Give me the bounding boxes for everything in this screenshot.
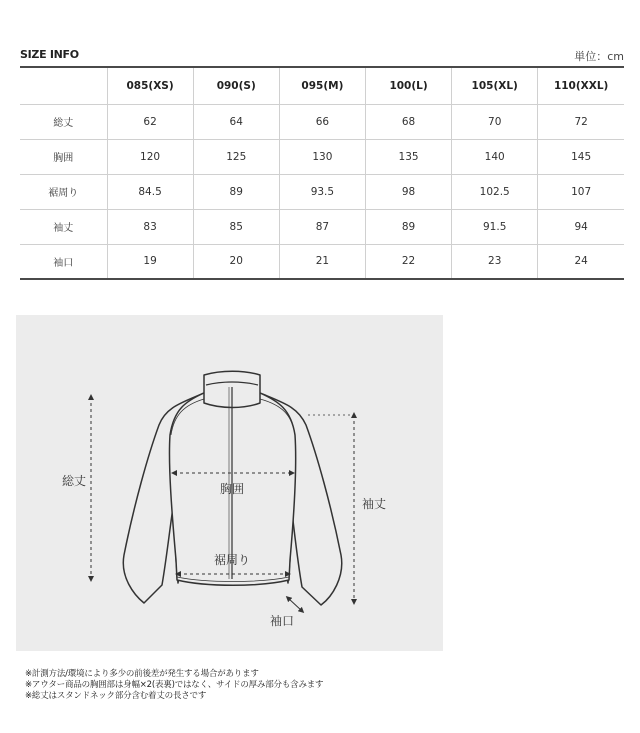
table-cell: 66 (279, 104, 365, 139)
total-length-label: 総丈 (61, 474, 87, 488)
table-cell: 91.5 (452, 209, 538, 244)
header-size-xl: 105(XL) (452, 67, 538, 104)
table-cell: 83 (107, 209, 193, 244)
header-size-s: 090(S) (193, 67, 279, 104)
table-row (20, 104, 624, 139)
measurement-diagram (16, 315, 443, 651)
size-info-title: SIZE INFO (20, 48, 79, 61)
measurement-notes (25, 669, 323, 702)
header-size-l: 100(L) (365, 67, 451, 104)
row-label: 袖丈 (20, 209, 107, 244)
table-cell: 62 (107, 104, 193, 139)
table-cell: 135 (365, 139, 451, 174)
table-cell: 20 (193, 244, 279, 279)
table-cell: 94 (538, 209, 624, 244)
note-line: ※計測方法/環境により多少の前後差が発生する場合があります (25, 669, 259, 679)
table-row (20, 244, 624, 279)
size-info-header (20, 48, 624, 66)
table-cell: 85 (193, 209, 279, 244)
table-cell: 125 (193, 139, 279, 174)
table-cell: 140 (452, 139, 538, 174)
table-cell: 120 (107, 139, 193, 174)
jacket-illustration (16, 315, 443, 651)
row-label: 総丈 (20, 104, 107, 139)
table-header-row (20, 67, 624, 104)
header-size-xxl: 110(XXL) (538, 67, 624, 104)
table-row (20, 174, 624, 209)
table-cell: 98 (365, 174, 451, 209)
header-size-xs: 085(XS) (107, 67, 193, 104)
header-size-m: 095(M) (279, 67, 365, 104)
table-cell: 64 (193, 104, 279, 139)
table-cell: 72 (538, 104, 624, 139)
table-cell: 22 (365, 244, 451, 279)
table-cell: 84.5 (107, 174, 193, 209)
table-cell: 89 (365, 209, 451, 244)
sleeve-length-label: 袖丈 (361, 497, 387, 511)
row-label: 裾周り (20, 174, 107, 209)
table-cell: 21 (279, 244, 365, 279)
table-cell: 89 (193, 174, 279, 209)
row-label: 袖口 (20, 244, 107, 279)
cuff-label: 袖口 (269, 614, 295, 628)
table-cell: 68 (365, 104, 451, 139)
table-cell: 23 (452, 244, 538, 279)
table-cell: 24 (538, 244, 624, 279)
cuff-arrow (288, 598, 302, 611)
row-label: 胸囲 (20, 139, 107, 174)
table-cell: 130 (279, 139, 365, 174)
note-line: ※総丈はスタンドネック部分含む着丈の長さです (25, 691, 207, 701)
table-cell: 19 (107, 244, 193, 279)
header-corner (20, 67, 107, 104)
table-cell: 145 (538, 139, 624, 174)
table-row (20, 139, 624, 174)
table-cell: 107 (538, 174, 624, 209)
note-line: ※アウター商品の胸囲部は身幅×2(表裏)ではなく、サイドの厚み部分も含みます (25, 680, 324, 690)
unit-label: 単位：cm (574, 50, 624, 63)
table-row (20, 209, 624, 244)
table-cell: 93.5 (279, 174, 365, 209)
chest-label: 胸囲 (219, 482, 245, 496)
table-cell: 70 (452, 104, 538, 139)
table-cell: 87 (279, 209, 365, 244)
hem-label: 裾周り (213, 553, 251, 567)
table-cell: 102.5 (452, 174, 538, 209)
size-table (20, 66, 624, 280)
